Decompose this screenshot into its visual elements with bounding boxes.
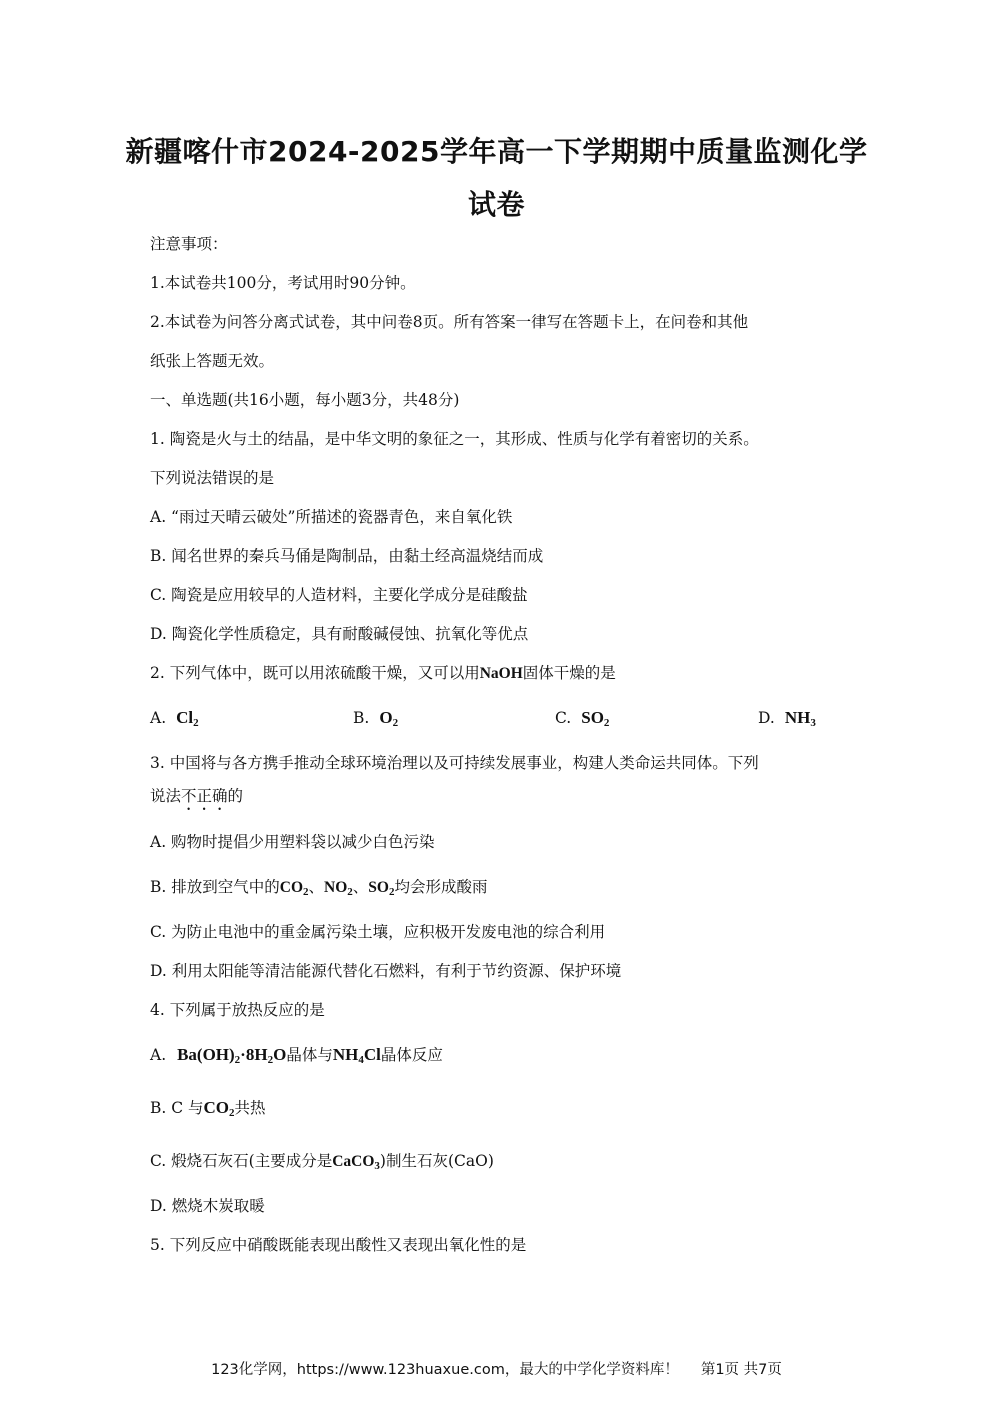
q3-formula-co2: $CO_2$ [279,879,309,898]
q3-option-c: C. 为防止电池中的重金属污染土壤，应积极开发废电池的综合利用 [150,923,606,941]
q5-stem: 5. 下列反应中硝酸既能表现出酸性又表现出氧化性的是 [150,1236,527,1254]
q3-option-b [150,877,487,902]
page-footer [0,1358,993,1379]
q2-stem-post: 固体干燥的是 [522,664,616,682]
section-heading: 一、单选题(共16小题，每小题3分，共48分) [150,391,460,409]
q4-option-a-mid: 晶体与 [286,1046,333,1064]
q2-option-d [758,708,816,729]
q3-option-d: D. 利用太阳能等清洁能源代替化石燃料，有利于节约资源、保护环境 [150,962,622,980]
q4-stem: 4. 下列属于放热反应的是 [150,1001,325,1019]
q2-option-c-label: C. [555,709,572,727]
q1-option-b: B. 闻名世界的秦兵马俑是陶制品，由黏土经高温烧结而成 [150,547,544,565]
q4-option-c-post: )制生石灰(CaO) [379,1152,494,1170]
q3-sep-2: 、 [352,878,369,896]
exam-title-line1: 新疆喀什市2024-2025学年高一下学期期中质量监测化学 [125,135,868,168]
q4-option-c [150,1151,494,1176]
notice-item-1: 1.本试卷共100分，考试用时90分钟。 [150,274,416,292]
footer-page-number: 第1页 共7页 [700,1362,782,1378]
q4-formula-nh4cl: $NH_4Cl$ [332,1045,381,1066]
q4-option-b-pre: B. C 与 [150,1099,204,1117]
q1-stem-line1: 1. 陶瓷是火与土的结晶，是中华文明的象征之一，其形成、性质与化学有着密切的关系。 [150,430,759,448]
q3-stem-line2-pre: 说法 [150,787,182,805]
q2-option-c-formula: $SO_2$ [581,708,610,729]
q2-option-a-formula: $Cl_2$ [176,708,199,729]
q1-option-c: C. 陶瓷是应用较早的人造材料，主要化学成分是硅酸盐 [150,586,528,604]
q3-option-b-post: 均会形成酸雨 [394,878,488,896]
q2-option-d-formula: $NH_3$ [784,708,816,729]
q4-option-a [150,1045,443,1070]
q2-options [150,708,850,732]
q4-option-b-post: 共热 [234,1099,266,1117]
q1-stem-line2: 下列说法错误的是 [150,469,275,487]
notice-heading: 注意事项： [150,235,228,253]
q4-formula-caco3: CaCO$_3$ [332,1153,380,1172]
q2-option-b-label: B. [353,709,370,727]
q3-stem-line2-post: 的 [227,787,244,805]
q4-option-a-post: 晶体反应 [380,1046,443,1064]
q4-formula-co2: $CO_2$ [203,1098,235,1119]
notice-item-2-line1: 2.本试卷为问答分离式试卷，其中问卷8页。所有答案一律写在答题卡上，在问卷和其他 [150,313,749,331]
q2-option-a-label: A. [150,709,167,727]
q3-emphasis-not-correct: 不正确 [181,787,228,805]
q1-option-a: A. “雨过天晴云破处”所描述的瓷器青色，来自氧化铁 [150,508,513,526]
q4-option-a-label: A. [150,1046,167,1064]
q4-option-d: D. 燃烧木炭取暖 [150,1197,265,1215]
footer-site: 123化学网，https://www.123huaxue.com，最大的中学化学资料库！ [211,1362,679,1378]
notice-item-2-line2: 纸张上答题无效。 [150,352,275,370]
q4-option-c-pre: C. 煅烧石灰石(主要成分是 [150,1152,333,1170]
q2-stem-formula: NaOH [479,665,523,682]
q2-option-b-formula: $O_2$ [379,708,399,729]
q2-stem-pre: 2. 下列气体中，既可以用浓硫酸干燥，又可以用 [150,664,480,682]
q3-stem-line1: 3. 中国将与各方携手推动全球环境治理以及可持续发展事业，构建人类命运共同体。下列 [150,754,759,772]
q2-stem [150,663,616,684]
q2-option-b [353,708,398,729]
q4-option-b [150,1098,266,1123]
q1-option-d: D. 陶瓷化学性质稳定，具有耐酸碱侵蚀、抗氧化等优点 [150,625,529,643]
q2-option-d-label: D. [758,709,775,727]
q3-option-a: A. 购物时提倡少用塑料袋以减少白色污染 [150,833,435,851]
q3-stem-line2 [150,786,243,814]
exam-title-line2: 试卷 [467,188,525,221]
q4-formula-baoh2: $Ba(OH)_2\cdot 8H_2O$ [177,1045,287,1066]
q3-sep-1: 、 [308,878,325,896]
q2-option-c [555,708,609,729]
q3-formula-no2: $NO_2$ [324,879,353,898]
q3-option-b-pre: B. 排放到空气中的 [150,878,280,896]
q2-option-a [150,708,199,729]
q3-formula-so2: $SO_2$ [368,879,395,898]
